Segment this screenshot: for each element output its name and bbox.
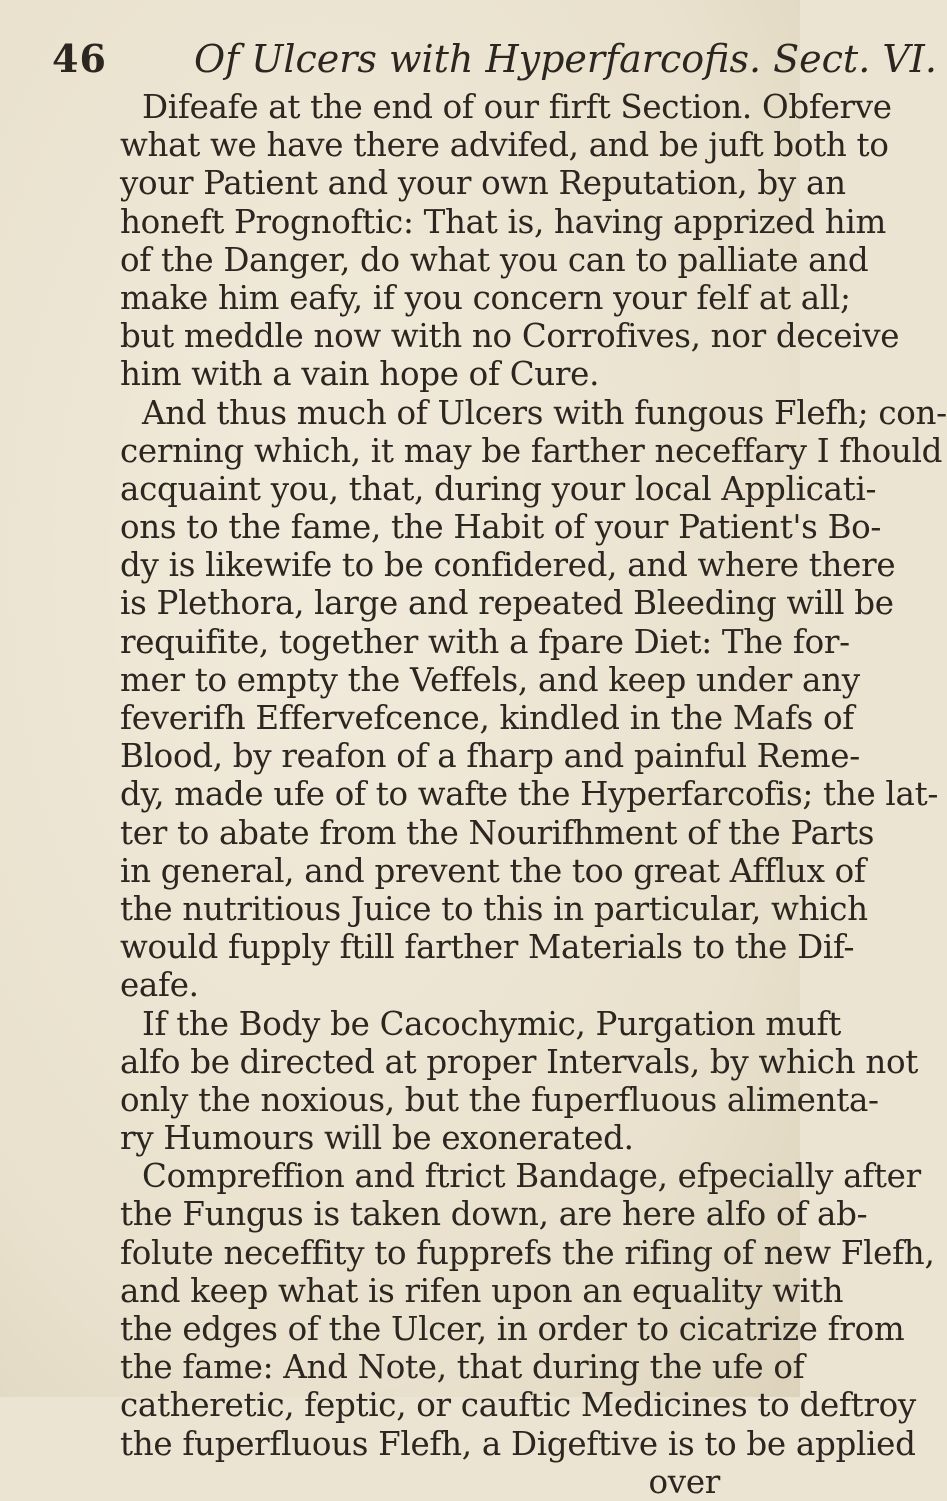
text-line: only the noxious, but the fuperfluous alimenta- xyxy=(120,1080,879,1119)
text-line: catheretic, feptic, or cauftic Medicines to deftroy xyxy=(120,1386,916,1425)
text-line: Difeafe at the end of our firft Section. Obferve xyxy=(142,88,892,126)
text-line: but meddle now with no Corrofives, nor deceive xyxy=(120,317,900,356)
text-line: ry Humours will be exonerated. xyxy=(120,1119,634,1158)
text-line: If the Body be Cacochymic, Purgation muft xyxy=(142,1004,841,1043)
text-line: the fame: And Note, that during the ufe of xyxy=(120,1348,805,1387)
text-line: would fupply ftill farther Materials to the Dif- xyxy=(120,928,855,967)
text-line: alfo be directed at proper Intervals, by which not xyxy=(120,1042,918,1081)
body-text xyxy=(120,88,947,1501)
text-line: ter to abate from the Nourifhment of the Parts xyxy=(120,813,875,852)
text-line: dy is likewife to be confidered, and where there xyxy=(120,546,896,585)
text-line: of the Danger, do what you can to palliate and xyxy=(120,240,869,279)
text-line: ons to the fame, the Habit of your Patient's Bo- xyxy=(120,508,882,547)
text-line: requifite, together with a fpare Diet: The for- xyxy=(120,622,850,661)
text-line: dy, made ufe of to wafte the Hyperfarcofis; the lat- xyxy=(120,775,939,814)
text-line: cerning which, it may be farther neceffary I fhould xyxy=(120,431,943,470)
running-title: Of Ulcers with Hyperfarcofis. Sect. VI. xyxy=(194,37,937,81)
text-line: the Fungus is taken down, are here alfo of ab- xyxy=(120,1195,868,1234)
text-line: honeft Prognoftic: That is, having apprized him xyxy=(120,202,887,241)
text-line: eafe. xyxy=(120,966,199,1005)
text-line: acquaint you, that, during your local Applicati- xyxy=(120,469,877,508)
page-header xyxy=(52,34,937,84)
text-line: make him eafy, if you concern your felf at all; xyxy=(120,278,851,317)
text-line: what we have there advifed, and be juft both to xyxy=(120,126,889,165)
text-line: the fuperfluous Flefh, a Digeftive is to be applied xyxy=(120,1424,916,1463)
text-line: mer to empty the Veffels, and keep under any xyxy=(120,660,860,699)
text-line: and keep what is rifen upon an equality with xyxy=(120,1271,844,1310)
text-line: And thus much of Ulcers with fungous Flefh; con- xyxy=(142,393,947,432)
catchword: over xyxy=(648,1462,720,1501)
text-line: is Plethora, large and repeated Bleeding will be xyxy=(120,584,894,623)
text-line: folute neceffity to fupprefs the rifing of new Flefh, xyxy=(120,1233,935,1272)
text-line: your Patient and your own Reputation, by an xyxy=(120,164,846,203)
text-line: the edges of the Ulcer, in order to cicatrize from xyxy=(120,1310,905,1348)
text-line: in general, and prevent the too great Afflux of xyxy=(120,851,866,890)
text-line: Blood, by reafon of a fharp and painful Reme- xyxy=(120,737,860,776)
page-number: 46 xyxy=(52,36,107,81)
text-line: him with a vain hope of Cure. xyxy=(120,355,600,394)
text-line: the nutritious Juice to this in particular, which xyxy=(120,889,868,928)
text-line: Compreffion and ftrict Bandage, efpecially after xyxy=(142,1157,921,1196)
text-line: feverifh Effervefcence, kindled in the Mafs of xyxy=(120,699,855,737)
